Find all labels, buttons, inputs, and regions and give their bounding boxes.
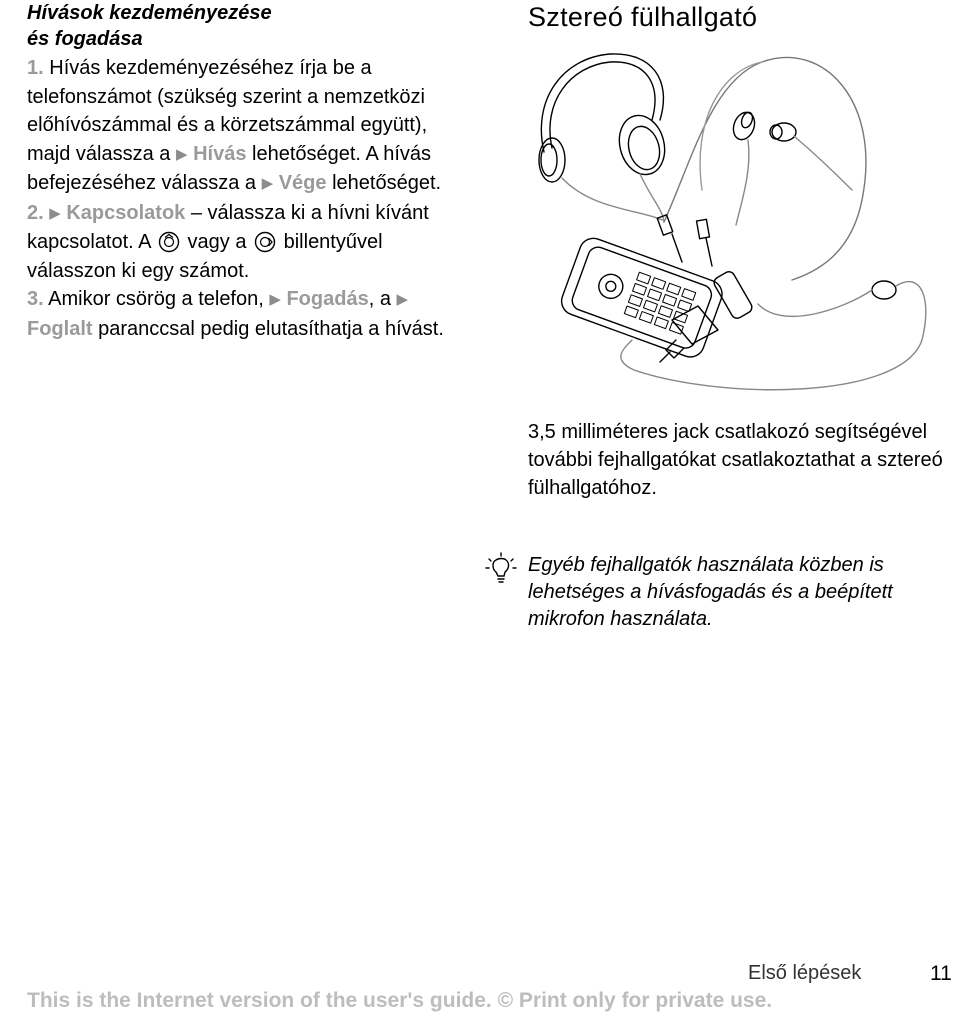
tip-text: Egyéb fejhallgatók használata közben is lehetséges a hívásfogadás és a beépített mikrofon használata.	[528, 554, 893, 630]
menu-item-fogadas: Fogadás	[286, 288, 369, 310]
step-text: paranccsal pedig elutasíthatja a hívást.	[98, 317, 444, 340]
step-number: 1.	[27, 57, 44, 79]
arrow-icon: ▶	[175, 145, 188, 163]
menu-item-kapcsolatok: Kapcsolatok	[66, 201, 186, 224]
menu-item-vege: Vége	[278, 172, 327, 194]
arrow-icon: ▶	[269, 291, 281, 308]
step-text: vagy a	[187, 231, 247, 253]
step-text: lehetőséget.	[332, 172, 442, 194]
step-text: – válassza ki a hívni kívánt kapcsolatot. A	[27, 201, 429, 253]
stereo-headset-illustration	[522, 40, 952, 410]
step-text: Amikor csörög a telefon,	[48, 288, 264, 310]
heading-line-2: és fogadása	[27, 28, 143, 50]
step-3	[27, 285, 467, 343]
arrow-icon: ▶	[261, 175, 274, 192]
step-text: Hívás kezdeményezéséhez írja be a telefonszámot (szükség szerint a nemzetközi előhívószámmal és a körzetszámmal együtt), majd válassza a	[27, 57, 428, 165]
step-number: 3.	[27, 288, 44, 310]
left-column	[27, 0, 467, 343]
arrow-icon: ▶	[396, 291, 409, 308]
navigation-key-up-icon	[158, 231, 180, 253]
step-1	[27, 54, 467, 199]
step-2	[27, 199, 467, 286]
headset-description: 3,5 milliméteres jack csatlakozó segítségével további fejhallgatókat csatlakoztathat a sztereó fülhallgatóhoz.	[528, 421, 943, 499]
step-text: lehetőséget. A hívás befejezéséhez válassza a	[27, 142, 432, 194]
step-number: 2.	[27, 201, 44, 224]
step-text: , a	[368, 288, 391, 310]
footer-disclaimer: This is the Internet version of the user's guide. © Print only for private use.	[27, 989, 773, 1012]
steps-list	[27, 54, 467, 343]
page-number: 11	[930, 962, 952, 985]
step-text: billentyűvel válasszon ki egy számot.	[27, 231, 383, 282]
section-title: Sztereó fülhallgató	[528, 2, 758, 32]
menu-item-foglalt: Foglalt	[27, 317, 93, 340]
footer-section-name: Első lépések	[748, 962, 862, 984]
heading-line-1: Hívások kezdeményezése	[27, 2, 272, 24]
navigation-key-down-icon	[254, 231, 276, 253]
menu-item-hivas: Hívás	[193, 142, 247, 165]
section-heading	[27, 0, 467, 52]
lightbulb-icon	[483, 552, 519, 588]
arrow-icon: ▶	[49, 204, 61, 222]
